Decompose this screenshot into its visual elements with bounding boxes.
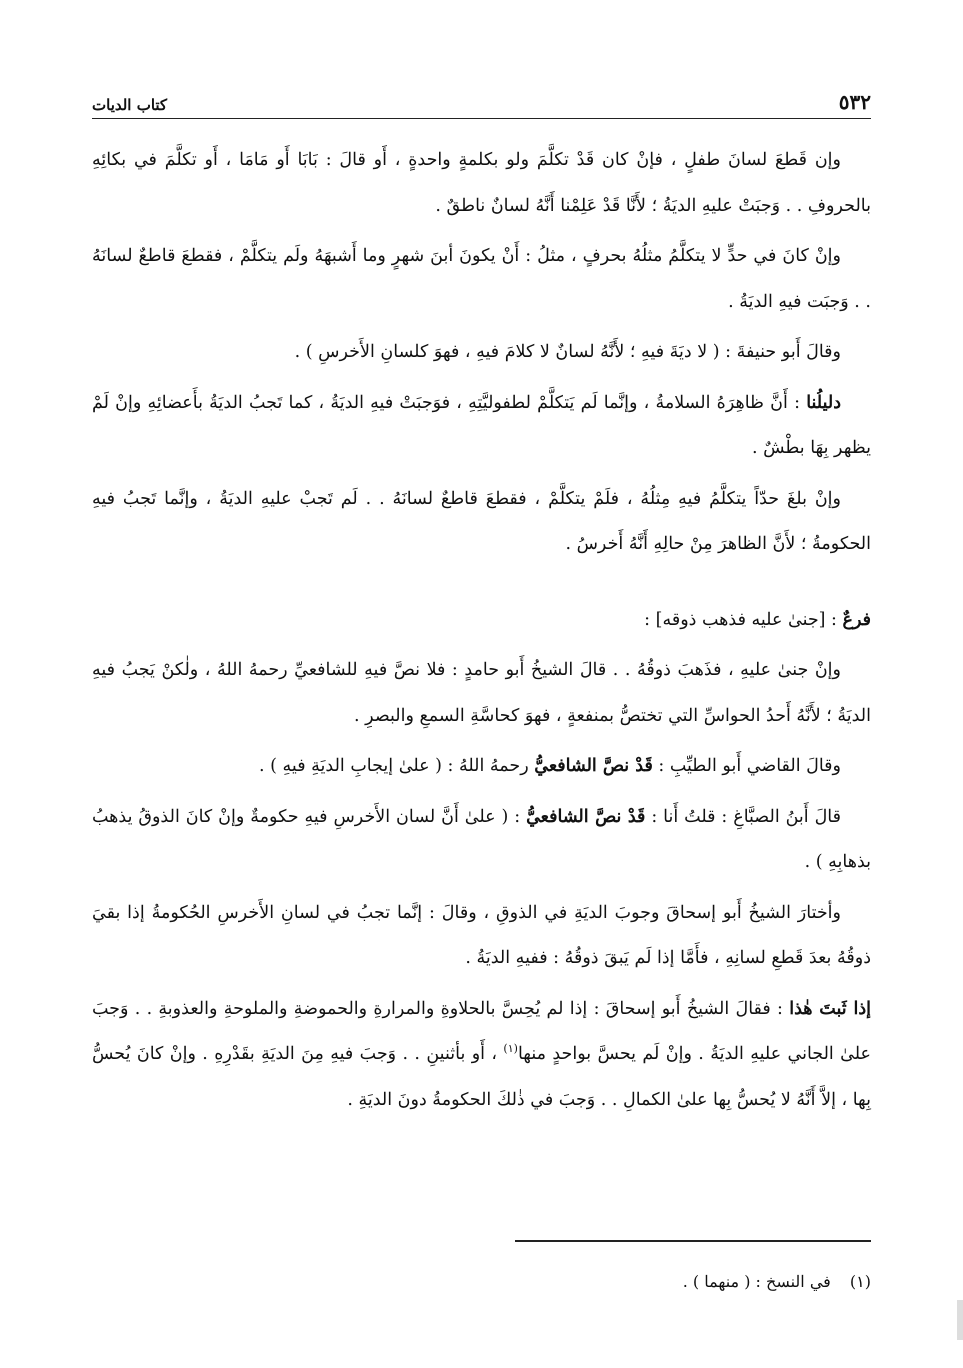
paragraph-7-text-b: رحمهُ اللهُ : ( علىٰ إيجابِ الديَةِ فيهِ ) . [259, 756, 535, 776]
paragraph-9: وأختارَ الشيخُ أَبو إسحاقَ وجوبَ الديَةِ في الذوقِ ، وقالَ : إنَّما تجبُ في لسانِ الأَخرسِ الحُكومةُ إذا بقيَ ذوقُهُ بعدَ قَطعِ لسانِهِ ، فأَمَّا إذا لَم يَبقَ ذوقُهُ : ففيهِ الديَةُ . [92, 902, 871, 968]
paragraph-4-text: : أَنَّ ظاهِرَهُ السلامةُ ، وإنَّما لَم يَتكلَّمْ لطفوليَّتِهِ ، فوَجبَتْ فيهِ الديَةُ ، كما تَجبُ الديَةُ بأَعضائِهِ وإنْ لَمْ يظهر بِهَا بطْشٌ . [92, 392, 871, 458]
footnote-marker[interactable]: (١) [503, 1042, 518, 1056]
scan-edge-mark [957, 1300, 963, 1340]
paragraph-8-text-a: قالَ أَبنُ الصبَّاغِ : قلتُ أَنا : [645, 806, 842, 827]
paragraph-8-text-b: : ( علىٰ أَنَّ لسان الأَخرسِ فيهِ حكومةٌ وإنْ كانَ الذوقُ يذهبُ بذهابِهِ ) . [92, 806, 871, 872]
daleeluna-lead: دليلُنا [806, 392, 841, 413]
running-title: كتاب الديات [92, 96, 168, 114]
paragraph-8 [92, 795, 871, 886]
footnote [92, 1268, 871, 1296]
paragraph-5: وإنْ بلغَ حدّاً يتكلَّمُ فيهِ مِثلُهُ ، فلَمْ يتكلَّمْ ، فقطعَ قاطعٌ لسانَهُ . . لَم تَجبْ عليهِ الديَةُ ، وإنَّما تَجبُ فيهِ الحكومةُ ؛ لأَنَّ الظاهرَ مِنْ حالِهِ أَنَّهُ أَخرسُ . [92, 488, 871, 554]
footnote-rule [515, 1240, 871, 1242]
paragraph-7 [92, 744, 871, 790]
paragraph-7-text-a: وقالَ القاضي أَبو الطيِّبِ : [652, 756, 841, 776]
far-lead: فرعٌ [842, 609, 871, 630]
far-heading-text: : [جنىٰ عليه فذهب ذوقه] : [644, 609, 843, 630]
main-text [92, 138, 871, 1123]
shafii-citation: قَدْ نصَّ الشافعيُّ [526, 806, 646, 827]
paragraph-10 [92, 987, 871, 1124]
footnote-text: في النسخ : ( منهما ) . [682, 1272, 831, 1291]
far-heading [92, 598, 871, 644]
idha-thabata-lead: إذا ثَبتَ هٰذا [789, 998, 871, 1019]
paragraph-10-text-b: ، أَو بأثنينِ . . وَجبَ فيهِ مِنَ الديَةِ بقَدْرِهِ . وإنْ كانَ يُحسُّ بِها ، إلاَّ أَنَّهُ لا يُحسُّ بِها علىٰ الكمالِ . . وَجبَ في ذٰلكَ الحكومةُ دونَ الديَةِ . [92, 1044, 871, 1110]
header-rule [92, 118, 871, 119]
paragraph-6: وإنْ جنىٰ عليهِ ، فذَهبَ ذوقُهُ . . قالَ الشيخُ أَبو حامدٍ : فلا نصَّ فيهِ للشافعيِّ رحمهُ اللهُ ، ولٰكنْ يَجبُ فيهِ الديَةُ ؛ لأَنَّهُ أَحدُ الحواسِّ التي تختصُّ بمنفعةٍ ، فهوَ كحاسَّةِ السمعِ والبصرِ . [92, 660, 871, 726]
paragraph-3: وقالَ أَبو حنيفةَ : ( لا ديَةَ فيهِ ؛ لأَنَّهُ لسانٌ لا كلامَ فيهِ ، فهوَ كلسانِ الأَخرسِ ) . [294, 342, 841, 362]
paragraph-10-text-a: : فقالَ الشيخُ أَبو إسحاقَ : إذا لم يُحِسَّ بالحلاوةِ والمرارةِ والحموضةِ والملوحةِ والعذوبةِ . . وَجبَ علىٰ الجاني عليهِ الديَةُ . وإنْ لَم يحسَّ بواحدٍ منها [92, 998, 871, 1064]
shafii-citation: قَدْ نصَّ الشافعيُّ [534, 756, 653, 776]
footnote-number: (١) [849, 1272, 871, 1291]
paragraph-4 [92, 381, 871, 472]
page-header [92, 80, 871, 114]
paragraph-2: وإنْ كانَ في حدٍّ لا يتكلَّمُ مثلُهُ بحرفٍ ، مثلُ : أَنْ يكونَ أبنَ شهرٍ وما أَشبهَهُ ولَم يتكلَّمْ ، فقطعَ قاطعٌ لسانَهُ . . وَجبَت فيهِ الديَةُ . [92, 246, 871, 312]
section-gap [92, 568, 871, 598]
page-number: ٥٣٢ [838, 90, 871, 114]
paragraph-1: وإن قَطعَ لسانَ طفلٍ ، فإنْ كان قَدْ تكلَّمَ ولو بكلمةٍ واحدةٍ ، أَو قالَ : بَابَا أَو مَامَا ، أَو تكلَّمَ في بكائِهِ بالحروفِ . . وَجبَتْ عليهِ الديَةُ ؛ لأَنَّا قَدْ عَلِمْنا أَنَّهُ لسانٌ ناطقٌ . [92, 150, 871, 216]
